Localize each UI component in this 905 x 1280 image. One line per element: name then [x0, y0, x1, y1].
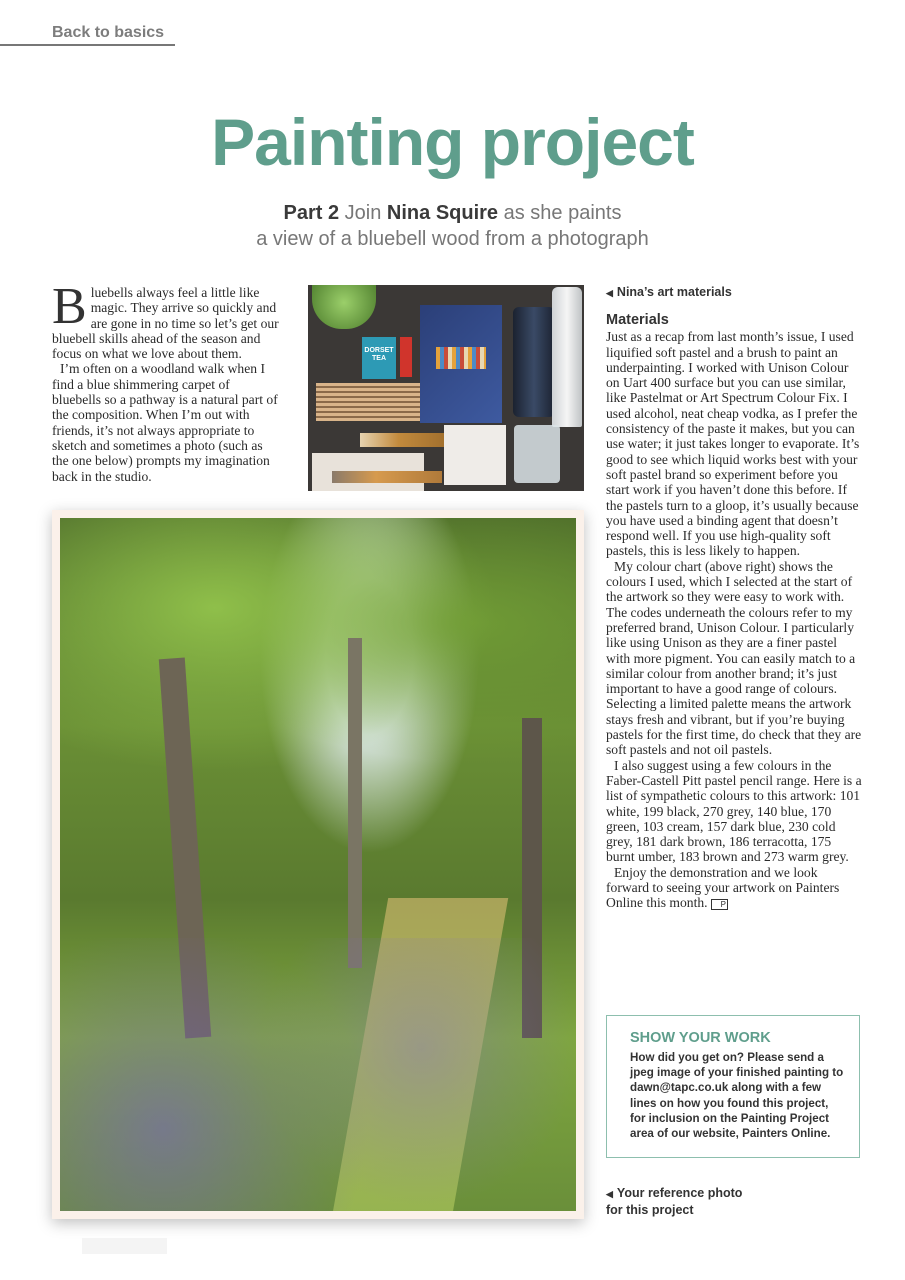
left-arrow-icon: ◀	[606, 288, 613, 298]
vodka-bottle	[552, 287, 582, 427]
tree-trunk	[348, 638, 362, 968]
intro-column	[52, 278, 282, 484]
wide-brush	[444, 425, 506, 485]
materials-caption: ◀ Nina’s art materials	[606, 285, 732, 299]
show-your-work-title: SHOW YOUR WORK	[630, 1030, 771, 1046]
materials-paragraph-1: Just as a recap from last month’s issue, I used liquified soft pastel and a brush to paint an underpainting. I worked with Unison Colour on Uart 400 surface but you can use similar, like Pastelmat or Art Spectrum Colour Fix. I used alcohol, neat cheap vodka, as I prefer the consistency of the paste it makes, but you can use water; it just takes longer to evaporate. It’s good to see which liquid works best with your soft pastel brand so experiment before you start work if you haven’t done this before. If the pastels turn to a gloop, it’s usually because you have used a binding agent that doesn’t respond well. If you use high-quality soft pastels, this is less likely to happen.	[606, 329, 860, 559]
intro-paragraph-1	[52, 278, 282, 362]
glass-jar	[514, 425, 560, 483]
section-divider	[0, 44, 175, 46]
art-materials-photo	[308, 285, 584, 491]
subtitle-line1-rest: as she paints	[503, 202, 622, 224]
fixative-can	[513, 307, 555, 417]
colour-chart	[436, 347, 486, 369]
page-title: Painting project	[211, 105, 694, 179]
brush	[332, 471, 442, 483]
subtitle-part: Part 2	[283, 202, 340, 224]
page-footer-strip	[82, 1238, 167, 1254]
left-arrow-icon: ◀	[606, 1189, 613, 1199]
materials-heading: Materials	[606, 312, 669, 328]
reference-caption: ◀ Your reference photo for this project	[606, 1186, 743, 1217]
red-tin	[400, 337, 412, 377]
show-your-work-box	[606, 1015, 860, 1158]
tree-canopy	[60, 518, 576, 818]
tea-label: DORSET TEA	[364, 347, 394, 362]
subtitle-join: Join	[344, 202, 382, 224]
reference-caption-line2: for this project	[606, 1203, 694, 1217]
intro-text-1: luebells always feel a little like magic. They arrive so quickly and are gone in no time so let’s get our bluebell skills ahead of the season and focus on what we love about them.	[52, 285, 279, 362]
materials-paragraph-4	[606, 865, 862, 911]
drop-cap: B	[52, 278, 87, 335]
pastel-pencils	[316, 383, 420, 421]
materials-column	[606, 313, 862, 911]
subtitle-author: Nina Squire	[386, 202, 499, 224]
brush	[360, 433, 456, 447]
reference-photo	[60, 518, 576, 1211]
succulent-plant	[312, 285, 376, 329]
intro-paragraph-2: I’m often on a woodland walk when I find a blue shimmering carpet of bluebells so a pathway is a natural part of the composition. When I’m out with friends, it’s not always appropriate to sketch and sometimes a photo (such as the one below) prompts my imagination back in the studio.	[52, 361, 278, 484]
materials-paragraph-3: I also suggest using a few colours in the Faber-Castell Pitt pastel pencil range. Here is a list of sympathetic colours to this artwork: 101 white, 199 black, 270 grey, 140 blue, 170 green, 103 cream, 157 dark blue, 230 cold grey, 181 dark brown, 186 terracotta, 175 burnt umber, 183 brown and 273 warm grey.	[606, 757, 862, 865]
subtitle	[0, 200, 905, 252]
section-tag: Back to basics	[52, 24, 165, 41]
bluebell-carpet	[60, 938, 576, 1211]
materials-text-4: Enjoy the demonstration and we look forward to seeing your artwork on Painters Online this month.	[606, 864, 840, 911]
end-mark-icon: P	[711, 899, 728, 910]
show-your-work-body: How did you get on? Please send a jpeg image of your finished painting to dawn@tapc.co.uk along with a few lines on how you found this project, for inclusion on the Painting Project area of our website, Painters Online.	[630, 1051, 844, 1141]
subtitle-line2: a view of a bluebell wood from a photograph	[256, 228, 649, 250]
materials-paragraph-2: My colour chart (above right) shows the colours I used, which I selected at the start of the artwork so they were easy to work with. The codes underneath the colours refer to my preferred brand, Unison Colour. I particularly like using Unison as they are a finer pastel with more pigment. You can easily match to a similar colour from another brand; it’s just important to have a good range of colours. Selecting a limited palette means the artwork stays fresh and vibrant, but if you’re buying pastels for the first time, do check that they are soft pastels and not oil pastels.	[606, 558, 862, 758]
